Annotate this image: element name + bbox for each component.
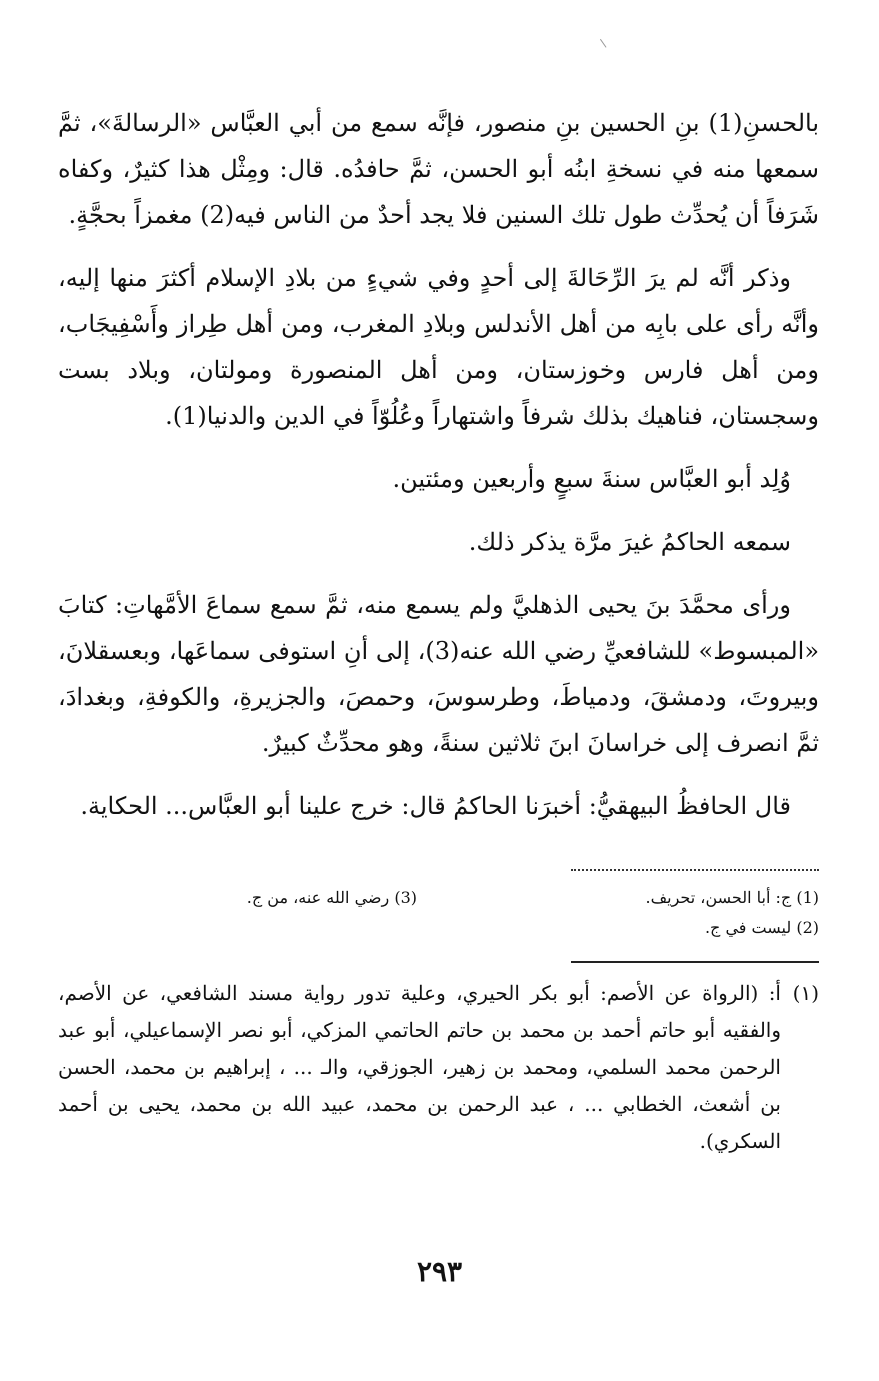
- paragraph: وُلِد أبو العبَّاس سنةَ سبعٍ وأربعين ومئتين.: [392, 465, 791, 493]
- scan-speck: [600, 34, 613, 47]
- main-text: [58, 100, 819, 829]
- manuscript-note-1: (1) ج: أبا الحسن، تحريف.: [645, 888, 819, 907]
- manuscript-note-3: (3) رضي الله عنه، من ج.: [246, 888, 417, 907]
- manuscript-notes-separator: [571, 869, 819, 871]
- page-number: ٢٩٣: [416, 1255, 463, 1288]
- editor-footnote: [58, 975, 819, 1160]
- paragraph: ورأى محمَّدَ بنَ يحيى الذهليَّ ولم يسمع منه، ثمَّ سمع سماعَ الأمَّهاتِ: كتابَ «المبسوط» للشافعيِّ رضي الله عنه(3)، إلى أنِ استوفى سماعَها، وبعسقلانَ، وبيروتَ، ودمشقَ، ودمياطَ، وطرسوسَ، وحمصَ، والجزيرةِ، والكوفةِ، وبغدادَ، ثمَّ انصرف إلى خراسانَ ابنَ ثلاثين سنةً، وهو محدِّثٌ كبيرٌ.: [58, 591, 819, 757]
- paragraph: بالحسنِ(1) بنِ الحسين بنِ منصور، فإنَّه سمع من أبي العبَّاس «الرسالةَ»، ثمَّ سمعها منه في نسخةِ ابنُه أبو الحسن، ثمَّ حافدُه. قال: ومِثْل هذا كثيرٌ، وكفاه شَرَفاً أن يُحدِّث طول تلك السنين فلا يجد أحدٌ من الناس فيه(2) مغمزاً بحجَّةٍ.: [58, 109, 819, 229]
- paragraph: وذكر أنَّه لم يرَ الرِّحَالةَ إلى أحدٍ وفي شيءٍ من بلادِ الإسلام أكثرَ منها إليه، وأنَّه رأى على بابِه من أهل الأندلس وبلادِ المغرب، ومن أهل طِراز وأَسْفِيجَاب، ومن أهل فارس وخوزستان، ومن أهل المنصورة ومولتان، وبلاد بست وسجستان، فناهيك بذلك شرفاً واشتهاراً وعُلُوّاً في الدين والدنيا(1).: [58, 264, 819, 430]
- paragraph: سمعه الحاكمُ غيرَ مرَّة يذكر ذلك.: [468, 528, 791, 556]
- footnote-separator: [571, 961, 819, 963]
- manuscript-notes: [58, 883, 819, 961]
- footnote-number: (١): [792, 981, 819, 1005]
- paragraph: قال الحافظُ البيهقيُّ: أخبرَنا الحاكمُ قال: خرج علينا أبو العبَّاس... الحكاية.: [80, 792, 791, 820]
- footnote-text: أ: (الرواة عن الأصم: أبو بكر الحيري، وعلية تدور رواية مسند الشافعي، عن الأصم، والفقيه أبو حاتم أحمد بن محمد بن حاتم الحاتمي المزكي، أبو نصر الإسماعيلي، أبو عبد الرحمن محمد السلمي، ومحمد بن زهير، الجوزقي، والـ ... ، إبراهيم بن محمد، الحسن بن أشعث، الخطابي ... ، عبد الرحمن بن محمد، عبيد الله بن محمد، يحيى بن أحمد السكري).: [58, 981, 781, 1153]
- manuscript-note-2: (2) ليست في ج.: [704, 918, 819, 937]
